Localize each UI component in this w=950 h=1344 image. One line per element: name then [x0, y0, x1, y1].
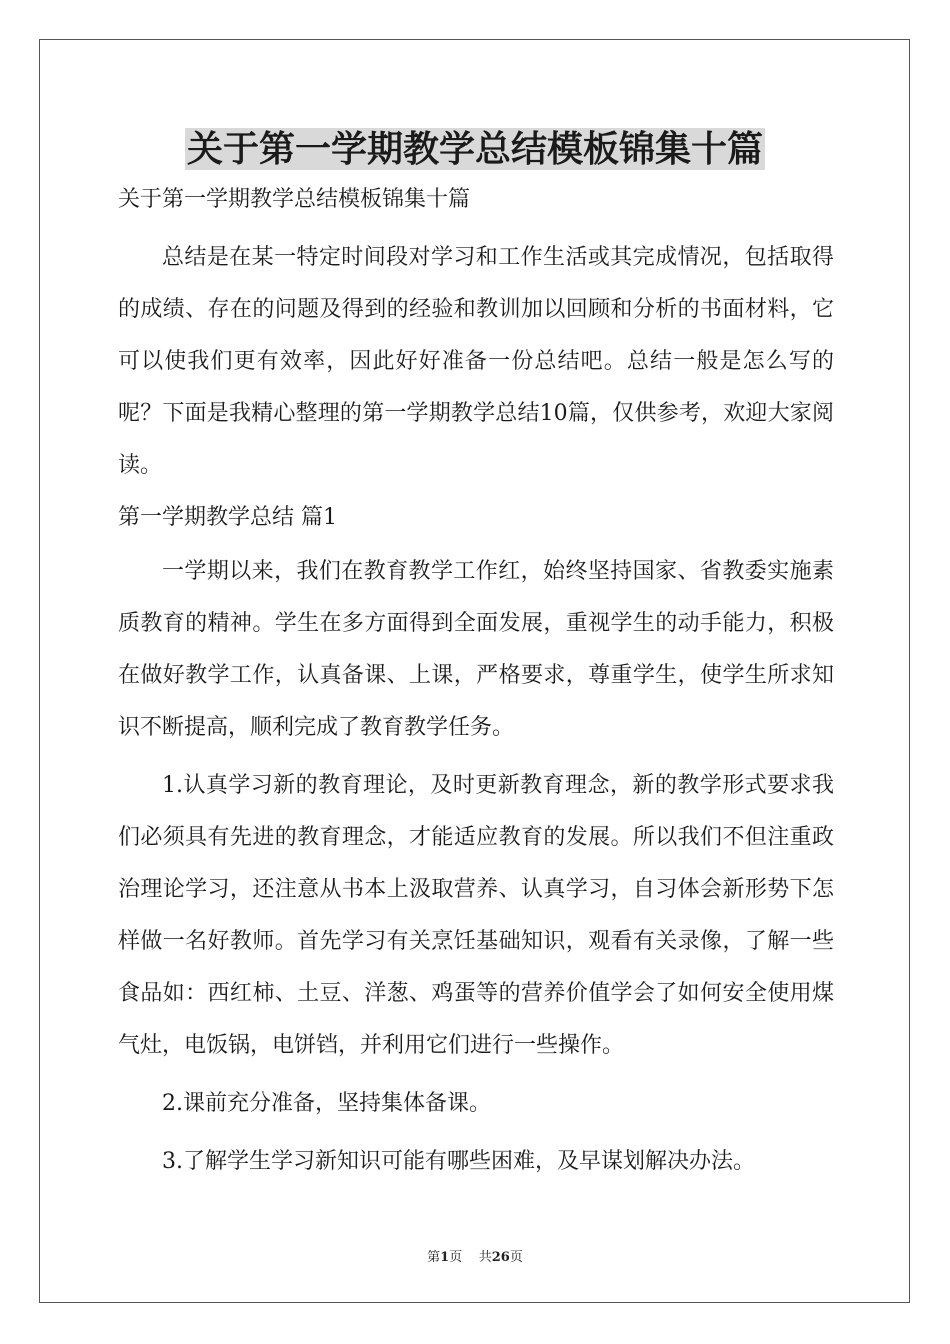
body-paragraph: 2.课前充分准备，坚持集体备课。: [162, 1091, 491, 1116]
page-mid: 页 共: [449, 1250, 492, 1265]
document-subtitle: 关于第一学期教学总结模板锦集十篇: [118, 187, 471, 212]
document-title: [0, 127, 950, 171]
body-paragraph: 3.了解学生学习新知识可能有哪些困难，及早谋划解决办法。: [162, 1149, 755, 1174]
page-prefix: 第: [427, 1250, 441, 1265]
page-current: 1: [440, 1250, 450, 1265]
page-footer: [0, 1246, 950, 1265]
page-suffix: 页: [509, 1250, 523, 1265]
intro-paragraph: 总结是在某一特定时间段对学习和工作生活或其完成情况，包括取得的成绩、存在的问题及得到的经验和教训加以回顾和分析的书面材料，它可以使我们更有效率，因此好好准备一份总结吧。总结一般是怎么写的呢？下面是我精心整理的第一学期教学总结10篇，仅供参考，欢迎大家阅读。: [118, 245, 834, 478]
body-paragraph: 1.认真学习新的教育理论，及时更新教育理念，新的教学形式要求我们必须具有先进的教育理念，才能适应教育的发展。所以我们不但注重政治理论学习，还注意从书本上汲取营养、认真学习，自习体会新形势下怎样做一名好教师。首先学习有关烹饪基础知识，观看有关录像，了解一些食品如：西红柿、土豆、洋葱、鸡蛋等的营养价值学会了如何安全使用煤气灶，电饭锅，电饼铛，并利用它们进行一些操作。: [118, 773, 834, 1058]
page-total: 26: [491, 1250, 510, 1265]
body-paragraph: 一学期以来，我们在教育教学工作红，始终坚持国家、省教委实施素质教育的精神。学生在多方面得到全面发展，重视学生的动手能力，积极在做好教学工作，认真备课、上课，严格要求，尊重学生，使学生所求知识不断提高，顺利完成了教育教学任务。: [118, 559, 834, 740]
document-body: [118, 180, 834, 1188]
section-heading: 第一学期教学总结 篇1: [118, 505, 337, 530]
document-title-text: 关于第一学期教学总结模板锦集十篇: [186, 128, 763, 170]
